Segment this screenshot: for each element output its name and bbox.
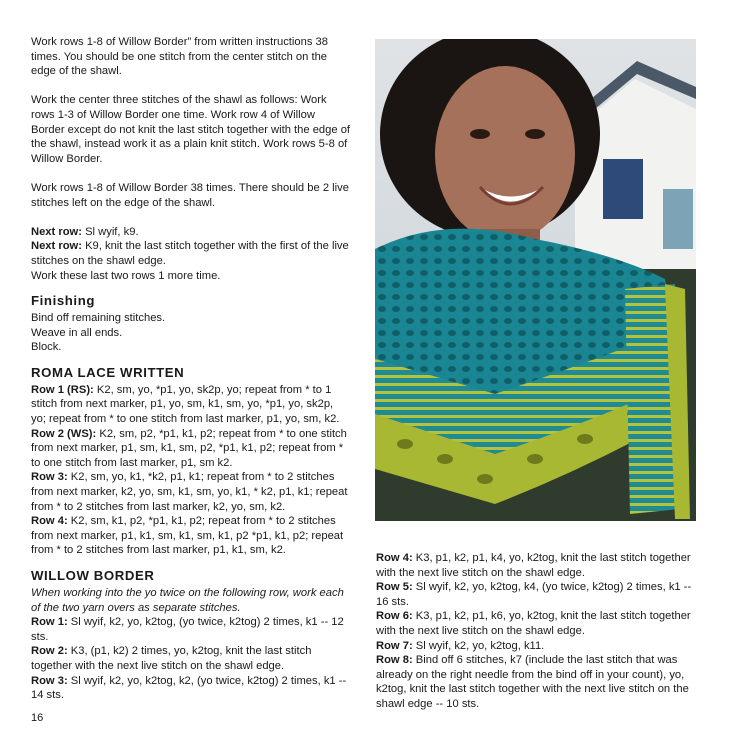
repeat-note: Work these last two rows 1 more time. — [31, 269, 221, 282]
willow-row-5 — [376, 580, 701, 609]
finishing-line: Bind off remaining stitches. — [31, 312, 166, 325]
row-label: Row 2: — [31, 645, 68, 658]
shawl-photo — [375, 39, 696, 521]
finishing-line: Weave in all ends. — [31, 326, 123, 339]
center-stitches-paragraph: Work the center three stitches of the shawl as follows: Work rows 1-3 of Willow Border one time. Work row 4 of Willow Border except do not knit the last stitch together with the edge of the shawl, instead work it as a plain knit stitch. Work rows 5-8 of Willow Border. — [31, 94, 351, 165]
willow-row-8 — [376, 653, 701, 711]
willow-row-2 — [31, 644, 351, 673]
row-text: K3, p1, k2, p1, k4, yo, k2tog, knit the last stitch together with the next live stitch on the shawl edge. — [376, 552, 691, 579]
page-number: 16 — [31, 712, 44, 724]
next-row-2 — [31, 239, 351, 268]
willow-row-1 — [31, 615, 351, 644]
right-column — [376, 551, 701, 712]
repeat-paragraph: Work rows 1-8 of Willow Border 38 times. There should be 2 live stitches left on the edge of the shawl. — [31, 181, 349, 209]
intro-paragraph: Work rows 1-8 of Willow Border” from written instructions 38 times. You should be one stitch from the center stitch on the edge of the shawl. — [31, 36, 328, 78]
willow-note: When working into the yo twice on the following row, work each of the two yarn overs as separate stitches. — [31, 587, 344, 614]
willow-row-3 — [31, 674, 351, 703]
row-text: Sl wyif, k2, yo, k2tog, k11. — [412, 639, 545, 652]
row-label: Row 4: — [31, 515, 68, 528]
finishing-heading: Finishing — [31, 293, 96, 309]
row-text: Bind off 6 stitches, k7 (include the last stitch that was already on the right needle from the bind off in your count), yo, k2tog, knit the last stitch together with the next live stitch on the shawl edge -- 10 sts. — [376, 654, 689, 710]
finishing-line: Block. — [31, 341, 62, 354]
row-text: K2, sm, yo, k1, *k2, p1, k1; repeat from * to 2 stitches from next marker, k2, yo, sm, k1, sm, yo, k1, * k2, p1, k1; repeat from * to 2 stitches from last marker, k2, yo, sm, k2. — [31, 471, 348, 513]
willow-border-heading: WILLOW BORDER — [31, 568, 155, 583]
row-text: K3, p1, k2, p1, k6, yo, k2tog, knit the last stitch together with the next live stitch on the shawl edge. — [376, 610, 691, 637]
row-label: Next row: — [31, 225, 82, 238]
roma-row-4 — [31, 514, 351, 558]
row-label: Row 2 (WS): — [31, 427, 97, 440]
willow-row-4 — [376, 551, 701, 580]
row-text: K2, sm, p2, *p1, k1, p2; repeat from * to one stitch from next marker, p1, sm, k1, sm, p2, *p1, k1, p2; repeat from * to one stitch from last marker, p1, sm k2. — [31, 427, 347, 469]
roma-row-1 — [31, 383, 351, 427]
willow-row-6 — [376, 609, 701, 638]
photo-illustration — [375, 39, 696, 521]
row-label: Row 8: — [376, 654, 413, 667]
row-label: Next row: — [31, 240, 82, 253]
row-label: Row 3: — [31, 674, 68, 687]
left-column — [31, 35, 351, 703]
row-label: Row 1 (RS): — [31, 383, 94, 396]
row-text: Sl wyif, k9. — [81, 225, 139, 238]
row-label: Row 6: — [376, 610, 413, 623]
row-text: K2, sm, k1, p2, *p1, k1, p2; repeat from * to 2 stitches from next marker, p1, k1, sm, k1, sm, k1, p2 *p1, k1, p2; repeat from * to 2 stitches from last marker, p1, k1, sm, k2. — [31, 515, 344, 557]
roma-row-2 — [31, 427, 351, 471]
row-label: Row 3: — [31, 471, 68, 484]
row-label: Row 1: — [31, 616, 68, 629]
row-text: K3, (p1, k2) 2 times, yo, k2tog, knit the last stitch together with the next live stitch on the shawl edge. — [31, 645, 312, 672]
row-text: Sl wyif, k2, yo, k2tog, (yo twice, k2tog) 2 times, k1 -- 12 sts. — [31, 616, 344, 643]
willow-row-7 — [376, 639, 701, 654]
row-label: Row 4: — [376, 552, 413, 564]
row-label: Row 5: — [376, 581, 413, 594]
next-row-1 — [31, 225, 351, 240]
roma-lace-heading: ROMA LACE WRITTEN — [31, 364, 185, 380]
row-text: K9, knit the last stitch together with the first of the live stitches on the shawl edge. — [31, 240, 349, 267]
roma-row-3 — [31, 470, 351, 514]
row-text: Sl wyif, k2, yo, k2tog, k2, (yo twice, k2tog) 2 times, k1 -- 14 sts. — [31, 674, 347, 702]
row-text: Sl wyif, k2, yo, k2tog, k4, (yo twice, k2tog) 2 times, k1 -- 16 sts. — [376, 581, 692, 608]
row-text: K2, sm, yo, *p1, yo, sk2p, yo; repeat from * to 1 stitch from next marker, p1, yo, sm, k1, sm, yo, *p1, yo, sk2p, yo; repeat from * to one stitch from last marker, p1, yo, sm, k2. — [31, 383, 340, 426]
row-label: Row 7: — [376, 639, 413, 652]
